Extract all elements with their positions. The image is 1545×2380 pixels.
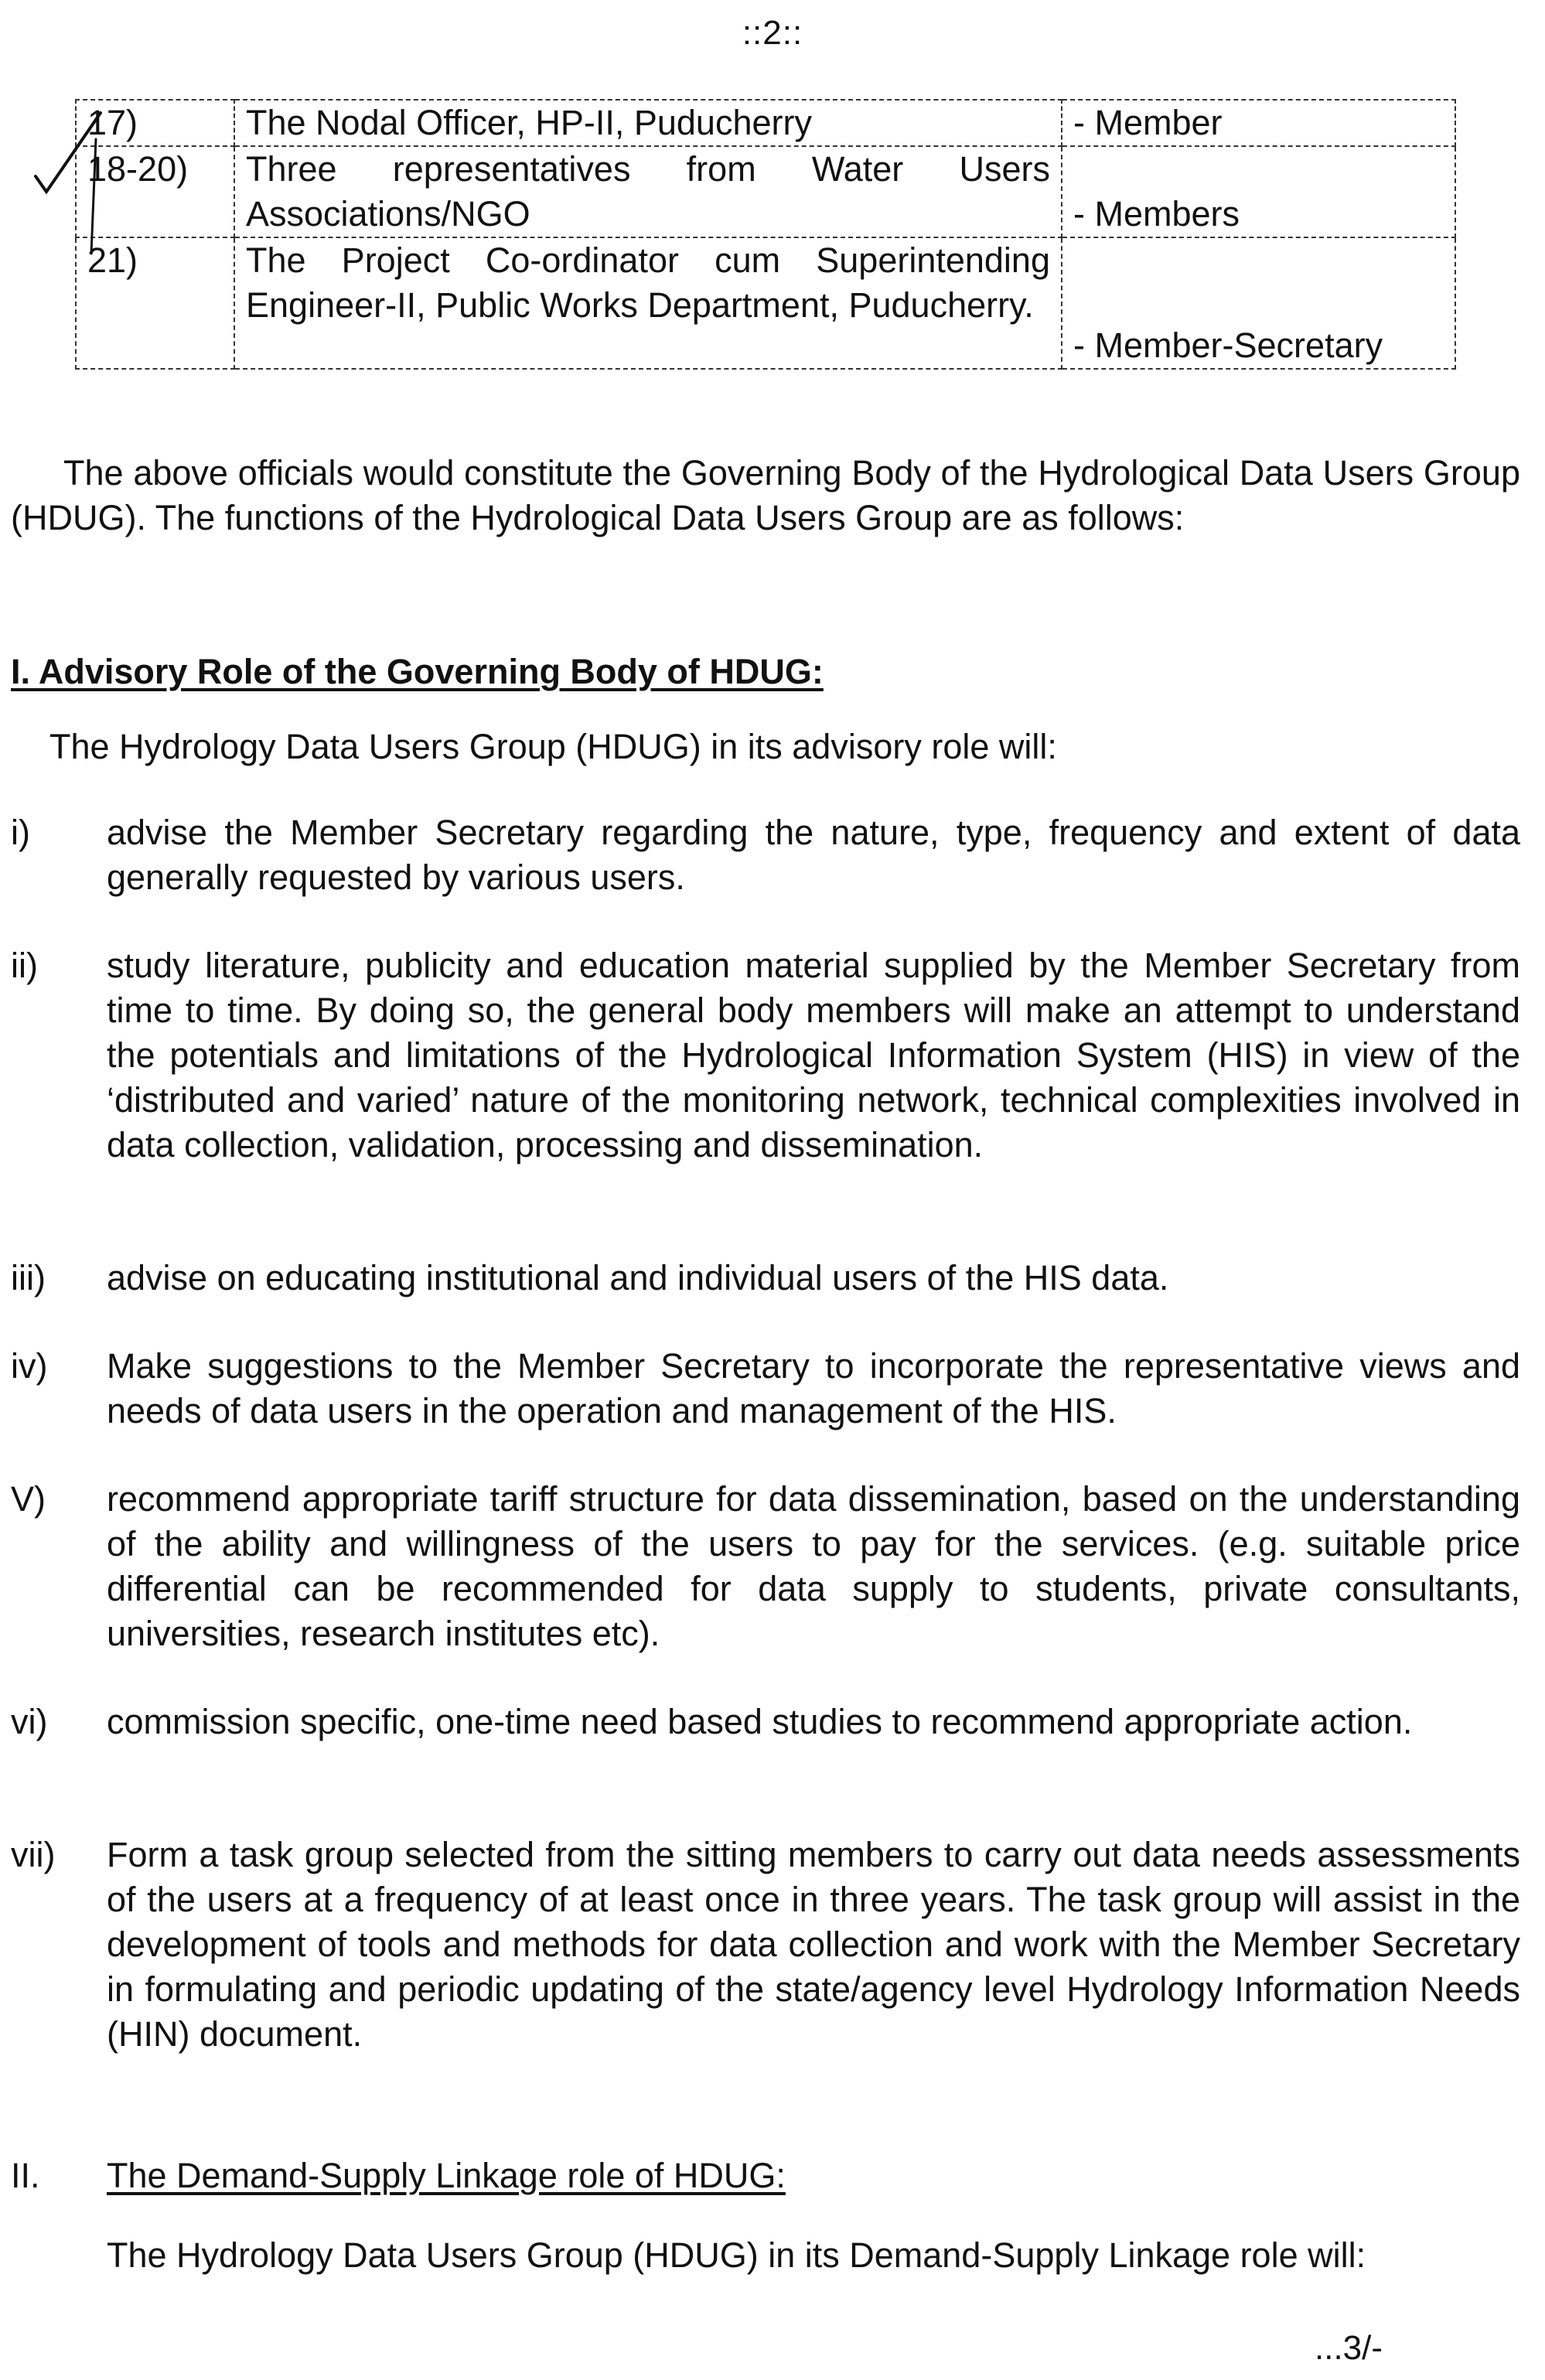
row-description: The Nodal Officer, HP-II, Puducherry [234,100,1062,146]
item-marker: iii) [11,1258,46,1297]
item-marker: vii) [11,1835,56,1874]
intro-paragraph: The above officials would constitute the Governing Body of the Hydrological Data Users Group (HDUG). The functions of the Hydrological Data Users Group are as follows: [11,453,1520,537]
members-table [75,99,1456,370]
row-number: 21) [76,237,234,369]
item-text: commission specific, one-time need based studies to recommend appropriate action. [107,1702,1413,1741]
section2-marker: II. [11,2156,40,2195]
item-text: study literature, publicity and education material supplied by the Member Secretary from time to time. By doing so, the general body members will make an attempt to understand the potentials and limitations of the Hydrological Information System (HIS) in view of the ‘distributed and varied’ nature of the monitoring network, technical complexities involved in data collection, validation, processing and dissemination. [107,946,1520,1164]
item-marker: iv) [11,1346,48,1386]
item-marker: V) [11,1479,46,1519]
continuation-marker: ...3/- [1315,2329,1383,2367]
section1-heading: I. Advisory Role of the Governing Body of HDUG: [11,652,824,691]
row-role: - Members [1062,146,1455,237]
row-description: Three representatives from Water Users Associations/NGO [234,146,1062,237]
row-number: 18-20) [76,146,234,237]
table-row [76,146,1455,237]
row-role: - Member-Secretary [1062,237,1455,369]
section1-intro: The Hydrology Data Users Group (HDUG) in its advisory role will: [49,727,1057,766]
item-marker: ii) [11,946,38,985]
row-number: 17) [76,100,234,146]
item-text: recommend appropriate tariff structure for data dissemination, based on the understanding of the ability and willingness of the users to pay for the services. (e.g. suitable price differential can be recommended for data supply to students, private consultants, universities, research institutes etc). [107,1479,1520,1653]
item-text: Make suggestions to the Member Secretary to incorporate the representative views and needs of data users in the operation and management of the HIS. [107,1346,1520,1430]
table-row [76,100,1455,146]
item-text: advise the Member Secretary regarding the nature, type, frequency and extent of data generally requested by various users. [107,813,1520,897]
item-marker: i) [11,813,30,852]
section2-heading: The Demand-Supply Linkage role of HDUG: [107,2156,786,2195]
item-text: Form a task group selected from the sitting members to carry out data needs assessments of the users at a frequency of at least once in three years. The task group will assist in the development of tools and methods for data collection and work with the Member Secretary in formulating and periodic updating of the state/agency level Hydrology Information Needs (HIN) document. [107,1835,1520,2054]
item-marker: vi) [11,1702,48,1741]
row-role: - Member [1062,100,1455,146]
section2-intro: The Hydrology Data Users Group (HDUG) in its Demand-Supply Linkage role will: [107,2235,1366,2275]
page-number: ::2:: [742,14,803,52]
item-text: advise on educating institutional and individual users of the HIS data. [107,1258,1169,1297]
row-description: The Project Co-ordinator cum Superintending Engineer-II, Public Works Department, Puducherry. [234,237,1062,369]
table-row [76,237,1455,369]
